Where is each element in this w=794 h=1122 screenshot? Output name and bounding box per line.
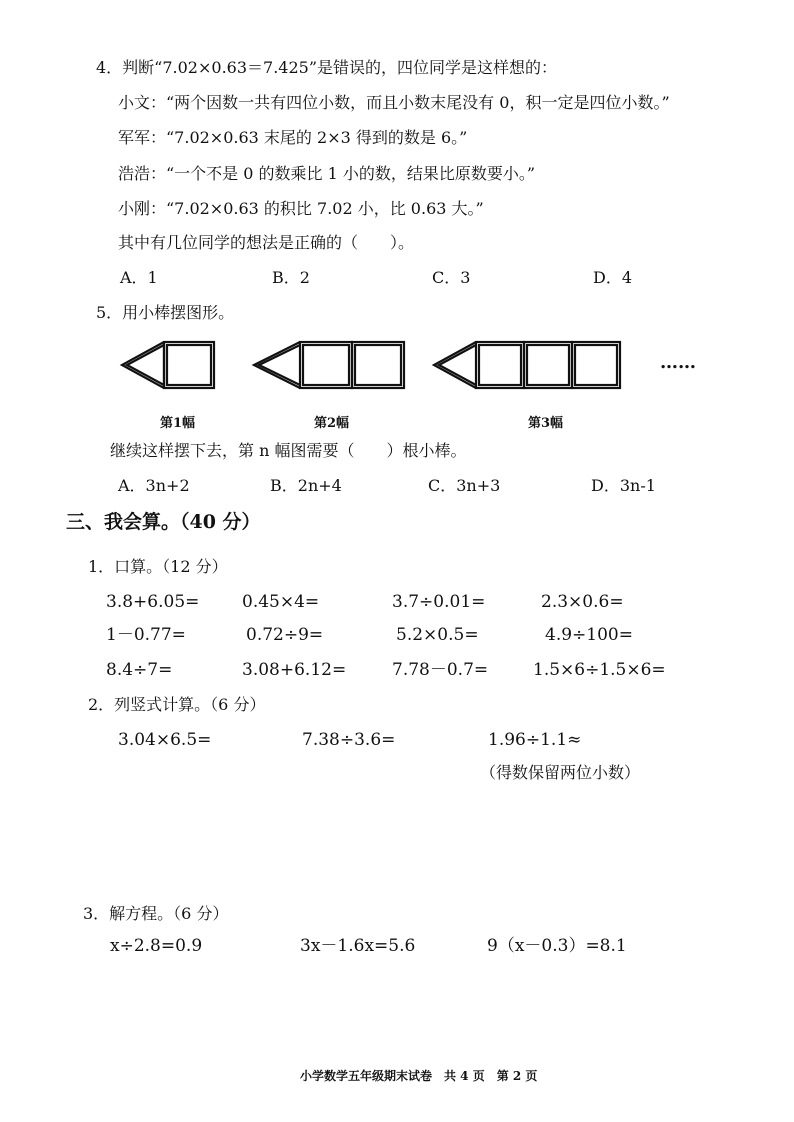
figure-label-2: 第2幅	[314, 416, 350, 431]
oral-item: 3.08+6.12=	[242, 660, 347, 680]
q4-line-4: 小刚：“7.02×0.63 的积比 7.02 小，比 0.63 大。”	[118, 199, 484, 218]
question-5-prompt: 继续这样摆下去，第 n 幅图需要（ ）根小棒。	[110, 441, 467, 460]
equations-title: 3．解方程。（6 分）	[83, 904, 229, 923]
rounding-note: （得数保留两位小数）	[480, 763, 641, 782]
q4-line-3: 浩浩：“一个不是 0 的数乘比 1 小的数，结果比原数要小。”	[118, 164, 536, 183]
oral-item: 5.2×0.5=	[396, 625, 479, 645]
q5-option-b[interactable]: B．2n+4	[270, 476, 342, 495]
figure-1	[122, 342, 214, 388]
q4-option-a[interactable]: A．1	[120, 268, 158, 287]
q4-option-c[interactable]: C．3	[432, 268, 471, 287]
oral-item: 8.4÷7=	[106, 660, 173, 680]
figure-3	[434, 342, 620, 388]
q4-line-2: 军军：“7.02×0.63 末尾的 2×3 得到的数是 6。”	[118, 128, 468, 147]
oral-calc-title: 1．口算。（12 分）	[88, 557, 228, 576]
equation-item: 3x－1.6x=5.6	[300, 936, 416, 956]
section-3-title: 三、我会算。（40 分）	[66, 511, 261, 533]
oral-item: 7.78－0.7=	[392, 660, 489, 680]
q4-option-d[interactable]: D．4	[593, 268, 633, 287]
vertical-calc-title: 2．列竖式计算。（6 分）	[88, 695, 266, 714]
oral-item: 0.72÷9=	[246, 625, 324, 645]
q5-option-d[interactable]: D．3n-1	[591, 476, 656, 495]
vertical-item: 1.96÷1.1≈	[488, 730, 582, 750]
question-4-title: 4．判断“7.02×0.63＝7.425”是错误的，四位同学是这样想的：	[96, 58, 558, 77]
vertical-item: 7.38÷3.6=	[302, 730, 396, 750]
equation-item: 9（x－0.3）=8.1	[487, 936, 627, 956]
stick-figures-drawing	[118, 332, 718, 412]
figure-label-1: 第1幅	[160, 416, 196, 431]
q5-option-a[interactable]: A．3n+2	[118, 476, 190, 495]
oral-item: 2.3×0.6=	[541, 592, 624, 612]
oral-item: 4.9÷100=	[545, 625, 633, 645]
q4-line-5: 其中有几位同学的想法是正确的（ ）。	[118, 233, 415, 252]
stick-figures	[118, 332, 718, 431]
oral-item: 0.45×4=	[242, 592, 320, 612]
figure-ellipsis: ……	[660, 352, 696, 373]
figure-label-3: 第3幅	[528, 416, 564, 431]
vertical-item: 3.04×6.5=	[118, 730, 212, 750]
figure-2	[254, 342, 404, 388]
page-footer: 小学数学五年级期末试卷 共 4 页 第 2 页	[300, 1069, 538, 1083]
oral-item: 1.5×6÷1.5×6=	[533, 660, 666, 680]
equation-item: x÷2.8=0.9	[110, 936, 203, 956]
oral-item: 3.8+6.05=	[106, 592, 200, 612]
q5-option-c[interactable]: C．3n+3	[428, 476, 501, 495]
oral-item: 3.7÷0.01=	[392, 592, 486, 612]
question-5-title: 5．用小棒摆图形。	[96, 303, 235, 322]
oral-item: 1－0.77=	[106, 625, 186, 645]
q4-line-1: 小文：“两个因数一共有四位小数，而且小数末尾没有 0，积一定是四位小数。”	[118, 93, 670, 112]
q4-option-b[interactable]: B．2	[272, 268, 310, 287]
